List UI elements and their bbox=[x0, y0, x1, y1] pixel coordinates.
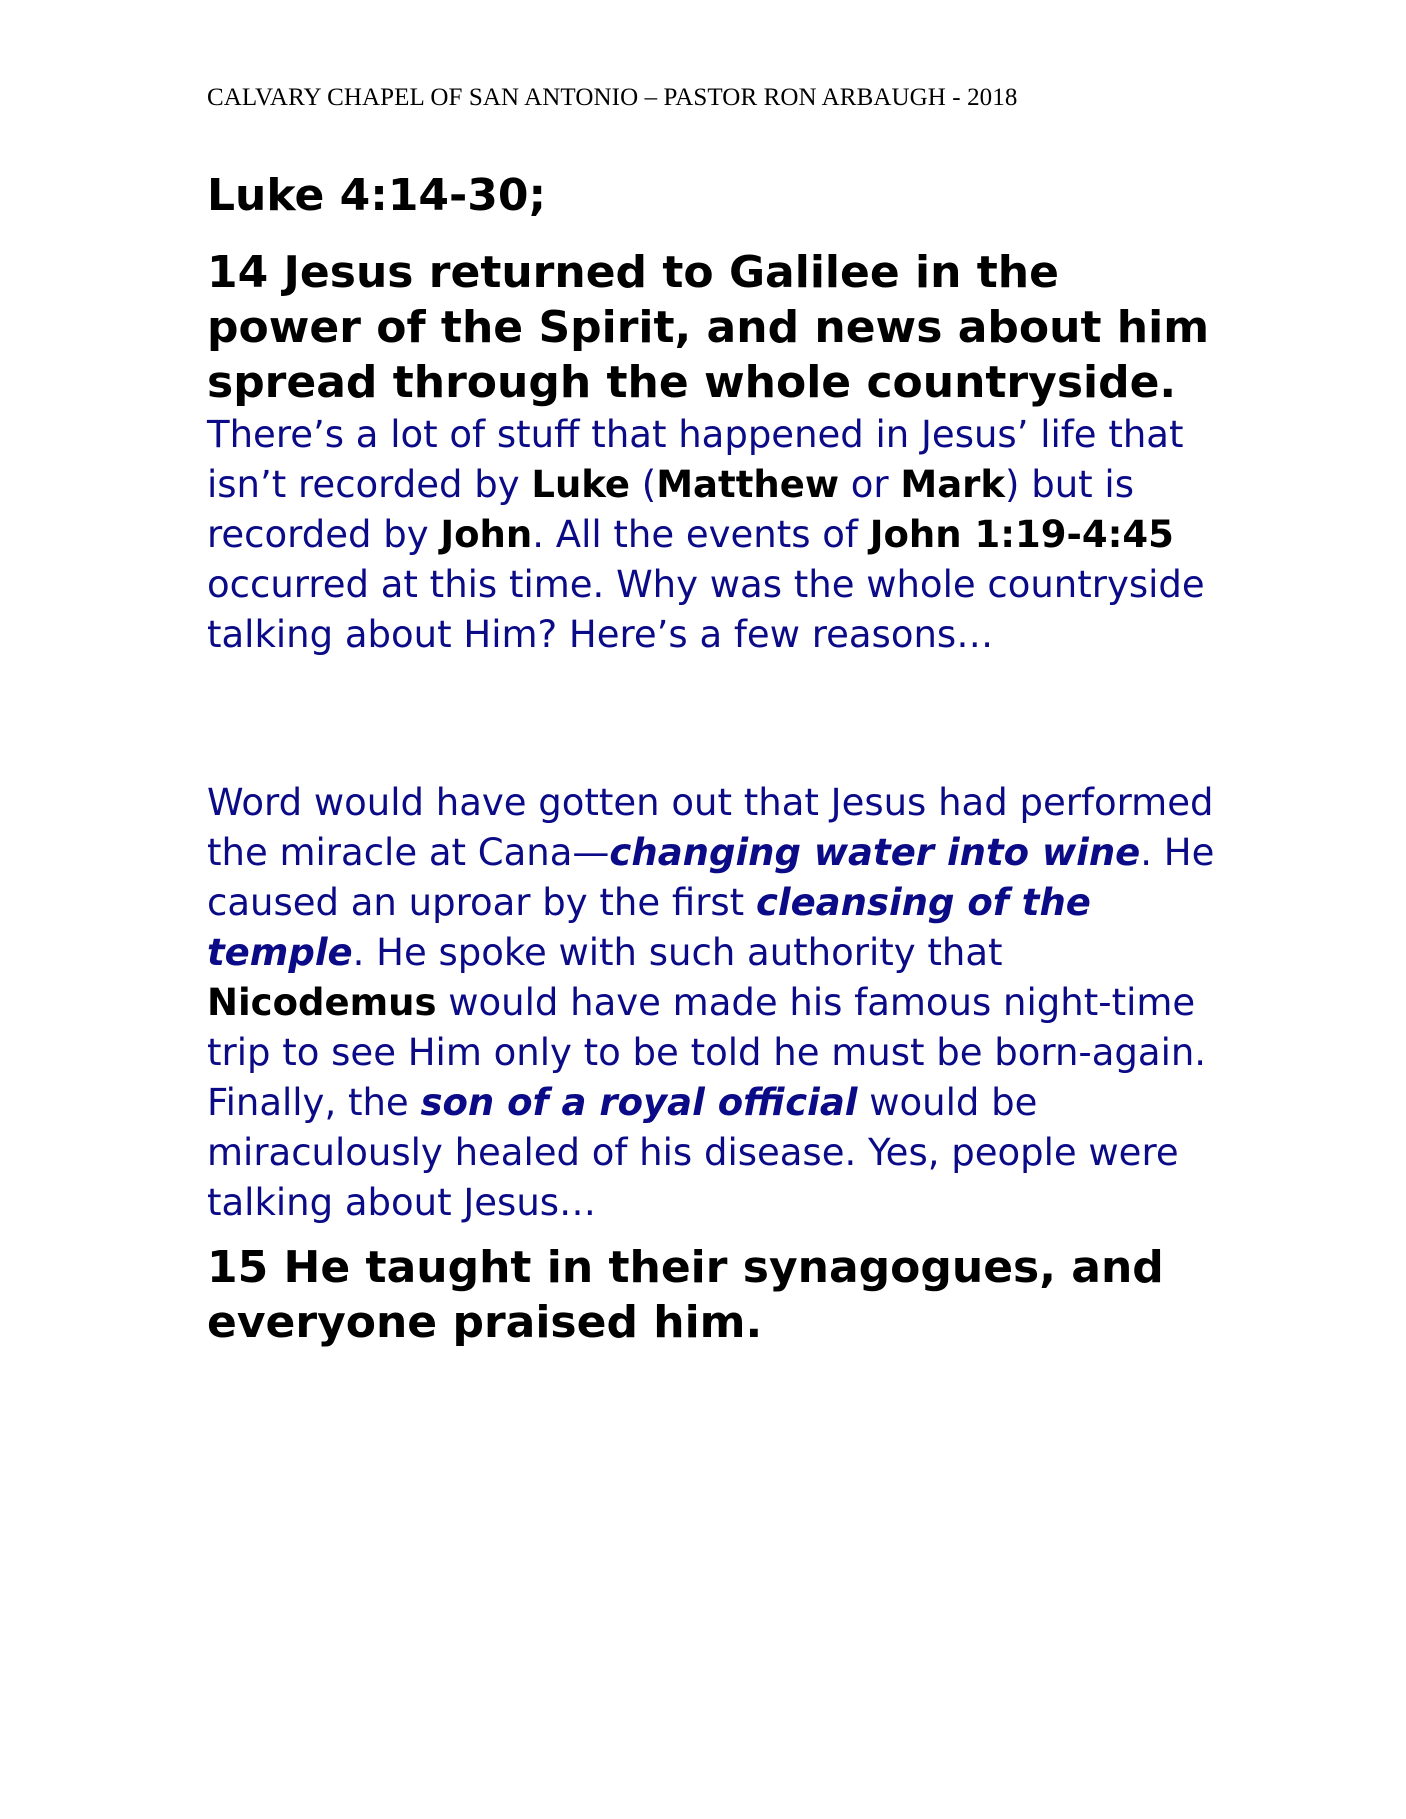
name-nicodemus: Nicodemus bbox=[207, 981, 437, 1024]
commentary-text: ( bbox=[630, 463, 657, 506]
commentary-paragraph bbox=[207, 778, 1217, 1228]
book-name-luke: Luke bbox=[531, 463, 631, 506]
commentary-text: occurred at this time. Why was the whole countryside talking about Him? Here’s a few reasons… bbox=[207, 563, 1205, 656]
emphasis-cleansing-temple: cleansing of the temple bbox=[207, 881, 1091, 974]
paragraph-spacer bbox=[207, 660, 1217, 778]
verse-14-text: 14 Jesus returned to Galilee in the power of the Spirit, and news about him spread through the whole countryside. bbox=[207, 247, 1210, 408]
page-header: CALVARY CHAPEL OF SAN ANTONIO – PASTOR RON ARBAUGH - 2018 bbox=[207, 84, 1018, 111]
document-body bbox=[207, 168, 1217, 1350]
book-name-matthew: Matthew bbox=[656, 463, 839, 506]
commentary-text: . All the events of bbox=[532, 513, 870, 556]
commentary-text: . He caused an uproar by the first bbox=[207, 831, 1215, 924]
book-name-john: John bbox=[440, 513, 533, 556]
commentary-text: ) but is recorded by bbox=[207, 463, 1134, 556]
commentary-text: would have made his famous night-time trip to see Him only to be told he must be born-again. Finally, the bbox=[207, 981, 1207, 1124]
commentary-text: . He spoke with such authority that bbox=[352, 931, 1003, 974]
passage-reference: Luke 4:14-30; bbox=[207, 170, 547, 221]
scripture-reference-john: John 1:19-4:45 bbox=[869, 513, 1174, 556]
commentary-text: There’s a lot of stuff that happened in Jesus’ life that isn’t recorded by bbox=[207, 413, 1184, 506]
commentary-text: Word would have gotten out that Jesus had performed the miracle at Cana— bbox=[207, 781, 1214, 874]
verse-14-block bbox=[207, 245, 1217, 660]
emphasis-changing-water: changing water into wine bbox=[609, 831, 1141, 874]
verse-15-text: 15 He taught in their synagogues, and everyone praised him. bbox=[207, 1242, 1164, 1348]
emphasis-royal-official: son of a royal official bbox=[420, 1081, 858, 1124]
commentary-text: or bbox=[839, 463, 901, 506]
commentary-text: would be miraculously healed of his disease. Yes, people were talking about Jesus… bbox=[207, 1081, 1179, 1224]
book-name-mark: Mark bbox=[900, 463, 1006, 506]
